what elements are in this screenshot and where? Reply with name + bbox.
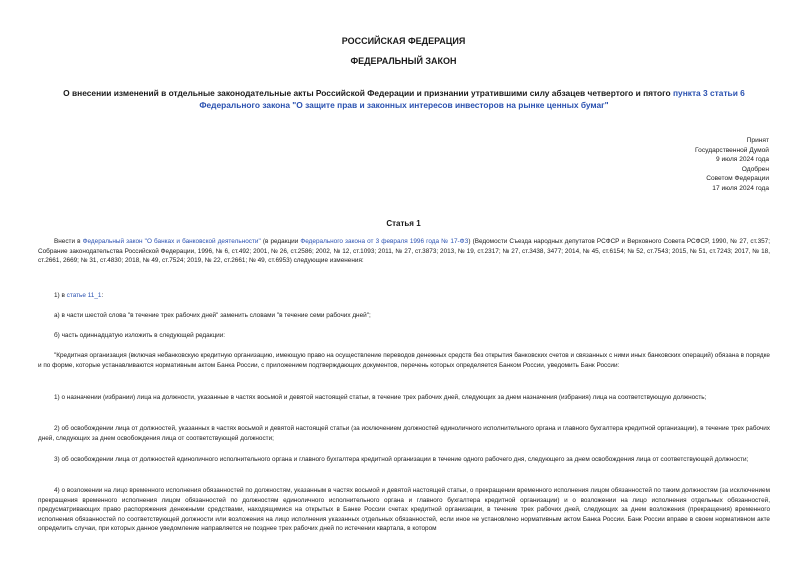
adopted-label: Принят: [746, 137, 769, 144]
federal-law-1996-link[interactable]: Федерального закона от 3 февраля 1996 года № 17-ФЗ: [300, 238, 469, 245]
item-1-text-b: :: [101, 292, 104, 299]
quote-point-4: 4) о возложении на лицо временного исполнения обязанностей по должностям, указанным в частях восьмой и девятой настоящей статьи, о прекращении временного исполнения лицом обязанностей по таким должностям (за исключением прекращения временного исполнения лицом обязанностей по должностям единоличного исполнительного органа и главного бухгалтера кредитной организации) и о возложении на лицо исполнения отдельных обязанностей, предусматривающих право распоряжения денежными средствами, находящимися на открытых в Банке России счетах кредитной организации, в течение трех рабочих дней, следующих за днем возложения (прекращения) временного исполнения обязанностей по соответствующей должности или возложения на лицо исполнения указанных отдельных обязанностей, если иное не установлено нормативным актом Банка России. Банк России вправе в своем нормативном акте определить случаи, при которых данное уведомление направляется не позднее трех рабочих дней по истечении квартала, в котором: [38, 487, 770, 533]
quote-point-1: 1) о назначении (избрании) лица на должности, указанные в частях восьмой и девятой настоящей статьи, в течение трех рабочих дней, следующих за днем назначения (избрания) лица на соответствующую должность;: [54, 394, 707, 401]
subitem-b: б) часть одиннадцатую изложить в следующей редакции:: [54, 332, 226, 339]
banks-law-link[interactable]: Федеральный закон "О банках и банковской деятельности": [82, 238, 261, 245]
country-heading: РОССИЙСКАЯ ФЕДЕРАЦИЯ: [341, 36, 466, 46]
approved-date: 17 июля 2024 года: [712, 184, 769, 192]
law-title: [38, 87, 770, 111]
adopted-by: Государственной Думой: [695, 146, 769, 154]
item-1-text-a: 1) в: [54, 292, 67, 299]
subitem-a: а) в части шестой слова "в течение трех рабочих дней" заменить словами "в течение семи рабочих дней";: [54, 312, 371, 319]
law-title-link[interactable]: пункта 3 статьи 6 Федерального закона "О защите прав и законных интересов инвесторов на рынке ценных бумаг": [199, 88, 745, 110]
quote-intro: "Кредитная организация (включая небанковскую кредитную организацию, имеющую право на осуществление переводов денежных средств без открытия банковских счетов и связанных с ними иных банковских операций) обязана в порядке и по форме, которые устанавливаются нормативным актом Банка России, с приложением подтверждающих документов, перечень которых определяется Банком России, уведомить Банк России:: [38, 352, 770, 369]
quote-point-2: 2) об освобождении лица от должностей, указанных в частях восьмой и девятой настоящей статьи (за исключением должностей единоличного исполнительного органа и главного бухгалтера кредитной организации), в течение трех рабочих дней, следующих за днем освобождения лица от соответствующей должности;: [38, 425, 770, 442]
approved-label: Одобрен: [741, 165, 769, 173]
item-1: [38, 291, 770, 301]
law-type-heading: ФЕДЕРАЛЬНЫЙ ЗАКОН: [350, 56, 457, 66]
adopted-date: 9 июля 2024 года: [715, 156, 769, 164]
intro-text-a: Внести в: [54, 238, 83, 245]
intro-text-c: ) (Ведомости Съезда народных депутатов РСФСР и Верховного Совета РСФСР, 1990, № 27, ст.357; Собрание законодательства Российской Федерации, 1996, № 6, ст.492; 2001, № 26, ст.2586; 2002, № 12, ст.1093; 2011, № 27, ст.3873; 2013, № 19, ст.2317; № 27, ст.3438, 3477; 2014, № 45, ст.6154; № 52, ст.7543; 2015, № 51, ст.7243; 2017, № 18, ст.2661, 2669; № 31, ст.4830; 2018, № 49, ст.7524; 2019, № 22, ст.2661; № 49, ст.6953) следующие изменения:: [38, 238, 771, 265]
article-11-1-link[interactable]: статье 11_1: [66, 292, 102, 299]
approved-by: Советом Федерации: [706, 175, 769, 183]
law-title-text: О внесении изменений в отдельные законодательные акты Российской Федерации и признании утратившими силу абзацев четвертого и пятого: [63, 88, 673, 98]
intro-text-b: (в редакции: [260, 238, 301, 245]
adoption-block: [695, 136, 769, 194]
article-intro: [38, 237, 770, 266]
article-heading: Статья 1: [386, 219, 421, 228]
quote-point-3: 3) об освобождении лица от должностей единоличного исполнительного органа и главного бухгалтера кредитной организации в течение одного рабочего дня, следующего за днем освобождения лица от соответствующей должности;: [54, 456, 749, 463]
